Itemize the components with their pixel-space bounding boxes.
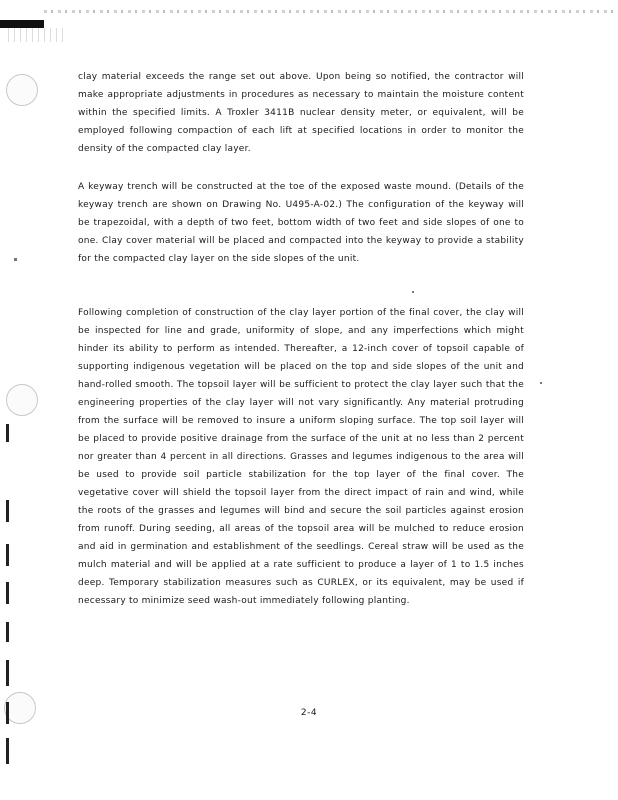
- scan-specks: [8, 28, 68, 42]
- scan-speck: [14, 258, 17, 261]
- punch-hole-top: [6, 74, 38, 106]
- page-number: 2-4: [300, 708, 318, 718]
- margin-mark: [6, 544, 9, 566]
- scan-header-noise: [44, 10, 614, 13]
- paragraph-moisture-control: clay material exceeds the range set out above. Upon being so notified, the contractor will make appropriate adjustments in procedures as necessary to maintain the moisture content within the specified limits. A Troxler 3411B nuclear density meter, or equivalent, will be employed following compaction of each lift at specified locations in order to monitor the density of the compacted clay layer.: [78, 72, 524, 154]
- punch-hole-middle: [6, 384, 38, 416]
- scan-top-bar: [0, 20, 44, 28]
- margin-mark: [6, 622, 9, 642]
- margin-mark: [6, 660, 9, 686]
- margin-mark: [6, 738, 9, 764]
- scan-speck: [412, 291, 414, 293]
- margin-mark: [6, 424, 9, 442]
- paragraph-final-cover: Following completion of construction of the clay layer portion of the final cover, the clay will be inspected for line and grade, uniformity of slope, and any imperfections which might hinder its ability to perform as intended. Thereafter, a 12-inch cover of topsoil capable of supporting indigenous vegetation will be placed on the top and side slopes of the unit and hand-rolled smooth. The topsoil layer will be sufficient to protect the clay layer such that the engineering properties of the clay layer will not vary significantly. Any material protruding from the surface will be removed to insure a uniform sloping surface. The top soil layer will be placed to provide positive drainage from the surface of the unit at no less than 2 percent nor greater than 4 percent in all directions. Grasses and legumes indigenous to the area will be used to provide soil particle stabilization for the top layer of the final cover. The vegetative cover will shield the topsoil layer from the direct impact of rain and wind, while the roots of the grasses and legumes will bind and secure the soil particles against erosion from runoff. During seeding, all areas of the topsoil area will be mulched to reduce erosion and aid in germination and establishment of the seedlings. Cereal straw will be used as the mulch material and will be applied at a rate sufficient to produce a layer of 1 to 1.5 inches deep. Temporary stabilization measures such as CURLEX, or its equivalent, may be used if necessary to minimize seed wash-out immediately following planting.: [78, 308, 524, 606]
- scan-speck: [540, 382, 542, 384]
- paragraph-keyway-trench: A keyway trench will be constructed at the toe of the exposed waste mound. (Details of the keyway trench are shown on Drawing No. U495-A-02.) The configuration of the keyway will be trapezoidal, with a depth of two feet, bottom width of two feet and side slopes of one to one. Clay cover material will be placed and compacted into the keyway to provide a stability for the compacted clay layer on the side slopes of the unit.: [78, 182, 524, 264]
- margin-mark: [6, 500, 9, 522]
- margin-mark: [6, 582, 9, 604]
